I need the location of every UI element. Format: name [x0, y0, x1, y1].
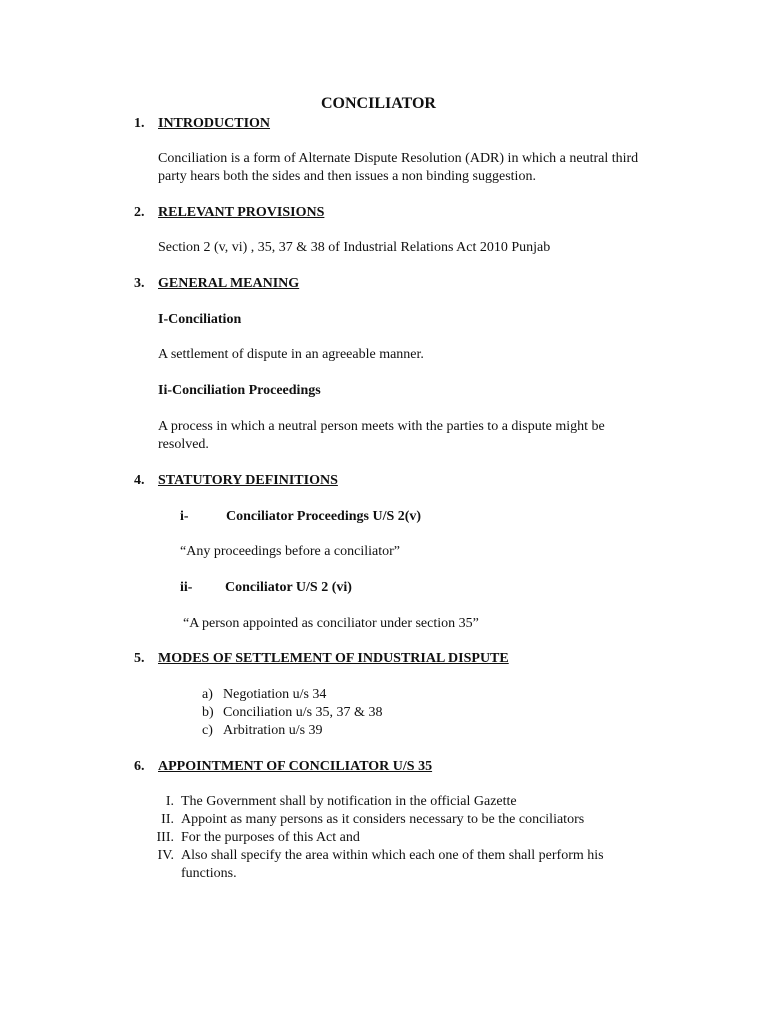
section-1-number: 1. — [134, 116, 145, 131]
section-3-sub-2-text: A process in which a neutral person meets with the parties to a dispute might be resolved. — [158, 419, 605, 452]
section-3-heading: GENERAL MEANING — [158, 276, 300, 291]
section-5-item-2-text: Conciliation u/s 35, 37 & 38 — [223, 705, 383, 720]
section-6-item-3-marker: III. — [156, 830, 174, 845]
section-3-sub-2-title: Ii-Conciliation Proceedings — [158, 383, 321, 398]
section-5-item-1-text: Negotiation u/s 34 — [223, 687, 327, 702]
section-4-sub-1-quote: “Any proceedings before a conciliator” — [180, 544, 401, 559]
section-4-sub-2-quote: “A person appointed as conciliator under section 35” — [183, 616, 479, 631]
section-5-item-3-marker: c) — [202, 723, 213, 738]
section-6-number: 6. — [134, 759, 145, 774]
section-5-heading: MODES OF SETTLEMENT OF INDUSTRIAL DISPUTE — [158, 651, 509, 666]
section-1-heading: INTRODUCTION — [158, 116, 271, 131]
section-4-sub-2-marker: ii- — [180, 580, 193, 595]
section-3-sub-1-title: I-Conciliation — [158, 312, 242, 327]
section-3-number: 3. — [134, 276, 145, 291]
section-4-sub-1-title: Conciliator Proceedings U/S 2(v) — [226, 509, 422, 524]
section-6-item-4-text: Also shall specify the area within which each one of them shall perform his functions. — [181, 848, 604, 881]
section-3-sub-1-text: A settlement of dispute in an agreeable manner. — [158, 347, 424, 362]
section-5-number: 5. — [134, 651, 145, 666]
section-5-item-2-marker: b) — [202, 705, 214, 720]
section-1-text: Conciliation is a form of Alternate Dispute Resolution (ADR) in which a neutral third party hears both the sides and then issues a non binding suggestion. — [158, 151, 639, 184]
section-4-number: 4. — [134, 473, 145, 488]
document-title: CONCILIATOR — [321, 95, 436, 112]
section-5-item-1-marker: a) — [202, 687, 213, 702]
section-4-sub-2-title: Conciliator U/S 2 (vi) — [225, 580, 352, 595]
section-5-item-3-text: Arbitration u/s 39 — [223, 723, 323, 738]
section-4-sub-1-marker: i- — [180, 509, 189, 524]
section-6-heading: APPOINTMENT OF CONCILIATOR U/S 35 — [158, 759, 433, 774]
section-6-item-1-text: The Government shall by notification in the official Gazette — [181, 794, 517, 809]
section-4-heading: STATUTORY DEFINITIONS — [158, 473, 338, 488]
section-6-item-2-marker: II. — [161, 812, 174, 827]
section-2-text: Section 2 (v, vi) , 35, 37 & 38 of Industrial Relations Act 2010 Punjab — [158, 240, 551, 255]
section-6-item-1-marker: I. — [165, 794, 174, 809]
section-2-number: 2. — [134, 205, 145, 220]
section-6-item-4-marker: IV. — [157, 848, 174, 863]
section-2-heading: RELEVANT PROVISIONS — [158, 205, 325, 220]
section-6-item-2-text: Appoint as many persons as it considers necessary to be the conciliators — [181, 812, 585, 827]
section-6-item-3-text: For the purposes of this Act and — [181, 830, 360, 845]
